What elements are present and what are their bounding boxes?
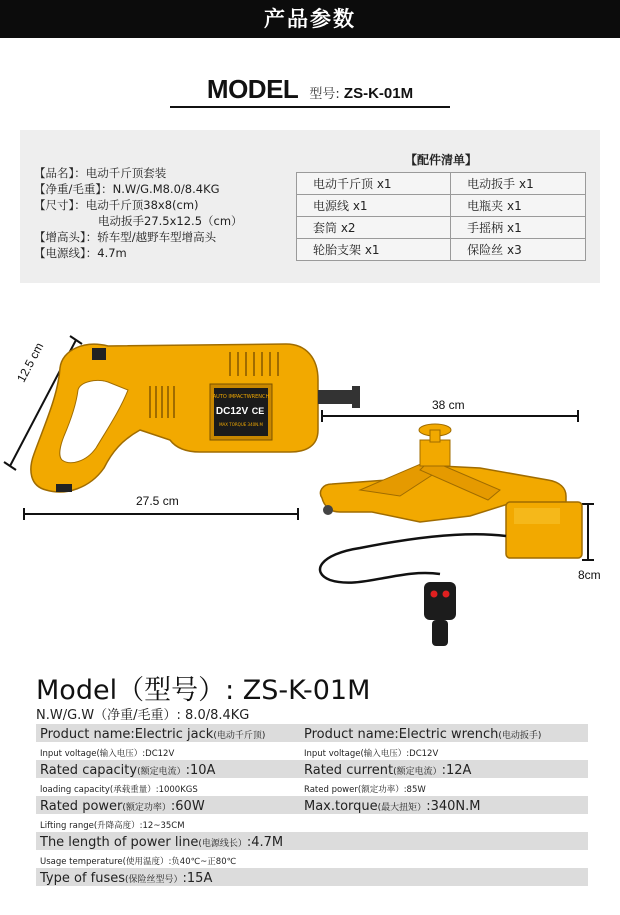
- spec-heightener: 【增高头】：轿车型/越野车型增高头: [34, 230, 217, 244]
- spec-row-right-value: :12A: [441, 763, 472, 778]
- spec-row-left-value: :4.7M: [246, 835, 284, 850]
- impact-wrench: [31, 344, 360, 492]
- table-cell: 电动扳手 x1: [451, 173, 586, 195]
- model-heading-underline: [170, 106, 450, 108]
- jack-length-label: 38 cm: [432, 398, 465, 412]
- spec-row: [36, 778, 588, 796]
- spec-row-left-sub: (承载重量）:1000KGS: [109, 785, 198, 795]
- accessory-table: [296, 172, 586, 261]
- spec-row-right-main: Rated power: [304, 785, 358, 795]
- bottom-model-title: Model（型号）: ZS-K-01M: [36, 675, 371, 706]
- spec-row-left-main: The length of power line: [40, 835, 199, 850]
- spec-row-right-sub: (额定功率）:85W: [357, 785, 426, 795]
- model-heading-label: 型号: ZS-K-01M: [309, 85, 414, 102]
- table-cell: 保险丝 x3: [451, 239, 586, 261]
- spec-row-left-sub: (电源线长）: [198, 839, 247, 849]
- spec-row-left-main: Lifting range: [40, 821, 94, 831]
- model-heading-big: MODEL: [206, 74, 299, 104]
- spec-row-left-sub: (输入电压）:DC12V: [96, 749, 175, 759]
- spec-row-left-main: loading capacity: [40, 785, 110, 795]
- spec-row-left-sub: (使用温度）:负40℃~正80℃: [122, 857, 237, 867]
- table-cell: 电瓶夹 x1: [451, 195, 586, 217]
- spec-size: 【尺寸】：电动千斤顶38x8(cm): [34, 198, 199, 212]
- spec-weight: 【净重/毛重】：N.W/G.M8.0/8.4KG: [34, 182, 220, 196]
- accessory-title: 【配件清单】: [404, 153, 477, 167]
- spec-row-left-main: Rated power: [40, 799, 123, 814]
- wrench-label-small: MAX TORQUE 340N.M: [219, 422, 263, 427]
- spec-row-left-main: Usage temperature: [40, 857, 123, 867]
- spec-row: [36, 796, 588, 814]
- table-cell: 手摇柄 x1: [451, 217, 586, 239]
- table-row: [297, 195, 586, 217]
- scissor-jack: [320, 424, 582, 646]
- spec-name: 【品名】：电动千斤顶套装: [34, 166, 167, 180]
- spec-row-left-sub: (升降高度）:12~35CM: [93, 821, 185, 831]
- spec-row-right-sub: (输入电压）:DC12V: [360, 749, 439, 759]
- spec-row-left-main: Type of fuses: [40, 871, 126, 886]
- spec-row: [36, 850, 588, 868]
- spec-row: [36, 832, 588, 850]
- table-cell: 电源线 x1: [297, 195, 451, 217]
- spec-row-right-sub: (额定电流）: [393, 767, 442, 777]
- wrench-length-label: 27.5 cm: [136, 494, 179, 508]
- jack-height-dimension: [582, 504, 594, 560]
- spec-row-left-sub: (额定电流）: [137, 767, 186, 777]
- spec-row-left-main: Product name:Electric jack: [40, 727, 214, 742]
- model-heading: [0, 74, 620, 105]
- spec-row-left-value: :60W: [170, 799, 205, 814]
- spec-row-left-value: :15A: [182, 871, 213, 886]
- spec-row-right-sub: (最大扭矩）: [377, 803, 427, 813]
- spec-row-right-sub: (电动扳手): [498, 731, 542, 741]
- spec-row-left-sub: (保险丝型号）: [125, 875, 183, 885]
- spec-row: [36, 868, 588, 886]
- wrench-label-ce: CE: [251, 406, 265, 416]
- spec-row-left-sub: (电动千斤顶): [213, 731, 266, 741]
- wrench-label-brand: AUTO IMPACTWRENCH: [212, 394, 270, 400]
- table-cell: 套筒 x2: [297, 217, 451, 239]
- spec-row-right-main: Product name:Electric wrench: [304, 727, 499, 742]
- spec-row: [36, 724, 588, 742]
- wrench-height-label: 12.5 cm: [14, 340, 47, 385]
- spec-row-left-value: :10A: [185, 763, 216, 778]
- table-row: [297, 173, 586, 195]
- spec-row-right-main: Max.torque: [304, 799, 378, 814]
- table-cell: 电动千斤顶 x1: [297, 173, 451, 195]
- spec-row: [36, 814, 588, 832]
- spec-row-left-sub: (额定功率）: [122, 803, 171, 813]
- table-row: [297, 217, 586, 239]
- page-header: 产品参数: [0, 0, 620, 38]
- spec-size-wrench: 电动扳手27.5x12.5（cm）: [98, 214, 243, 228]
- spec-row: [36, 742, 588, 760]
- table-cell: 轮胎支架 x1: [297, 239, 451, 261]
- table-row: [297, 239, 586, 261]
- wrench-length-dimension: [24, 508, 298, 520]
- spec-row: [36, 760, 588, 778]
- wrench-label-voltage: DC12V: [215, 406, 249, 417]
- spec-list: [34, 165, 243, 261]
- spec-row-left-main: Rated capacity: [40, 763, 138, 778]
- spec-power-cord: 【电源线】：4.7m: [34, 246, 127, 260]
- spec-row-right-value: :340N.M: [426, 799, 481, 814]
- spec-row-right-main: Rated current: [304, 763, 394, 778]
- jack-height-label: 8cm: [578, 568, 601, 582]
- bottom-weight: N.W/G.W（净重/毛重）: 8.0/8.4KG: [36, 708, 250, 723]
- product-illustration: [0, 290, 620, 670]
- spec-row-left-main: Input voltage: [40, 749, 97, 759]
- spec-row-right-main: Input voltage: [304, 749, 361, 759]
